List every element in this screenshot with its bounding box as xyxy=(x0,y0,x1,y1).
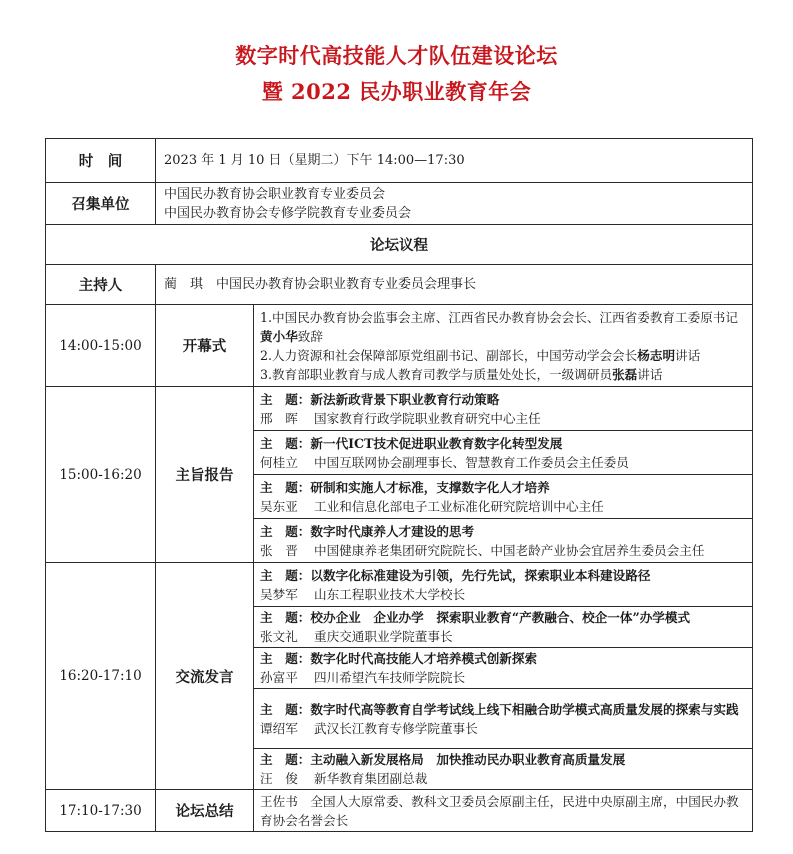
keynote-time: 15:00-16:20 xyxy=(46,387,156,563)
agenda-heading-row xyxy=(46,225,753,265)
talk-speaker: 邢 晖 国家教育行政学院职业教育研究中心主任 xyxy=(260,410,541,426)
time-value: 2023 年 1 月 10 日（星期二）下午 14:00—17:30 xyxy=(156,139,753,183)
talk-item xyxy=(254,607,753,648)
time-row xyxy=(46,139,753,183)
closing-text: 王佐书 全国人大原常委、教科文卫委员会原副主任，民进中央原副主席，中国民办教育协会名誉会长 xyxy=(254,790,753,832)
talk-speaker: 谭绍军 武汉长江教育专修学院董事长 xyxy=(260,720,478,736)
exchange-time: 16:20-17:10 xyxy=(46,563,156,790)
talk-topic: 主 题：以数字化标准建设为引领，先行先试，探索职业本科建设路径 xyxy=(260,567,651,583)
opening-time: 14:00-15:00 xyxy=(46,305,156,387)
keynote-row xyxy=(46,387,753,431)
talk-speaker: 汪 俊 新华教育集团副总裁 xyxy=(260,771,428,786)
talk-speaker: 吴梦军 山东工程职业技术大学校长 xyxy=(260,586,466,602)
speaker-name: 张磊 xyxy=(612,366,638,382)
closing-time: 17:10-17:30 xyxy=(46,790,156,832)
talk-item xyxy=(254,431,753,475)
talk-speaker: 何桂立 中国互联网协会副理事长、智慧教育工作委员会主任委员 xyxy=(260,454,629,470)
opening-label: 开幕式 xyxy=(156,305,254,387)
closing-label: 论坛总结 xyxy=(156,790,254,832)
organizer-row xyxy=(46,183,753,225)
talk-topic: 主 题：研制和实施人才标准，支撑数字化人才培养 xyxy=(260,479,550,495)
talk-speaker: 孙富平 四川希望汽车技师学院院长 xyxy=(260,670,466,685)
exchange-row xyxy=(46,563,753,607)
host-value: 蔺 琪 中国民办教育协会职业教育专业委员会理事长 xyxy=(156,265,753,305)
talk-topic: 主 题：数字时代高等教育自学考试线上线下相融合助学模式高质量发展的探索与实践 xyxy=(260,701,739,717)
talk-item xyxy=(254,387,753,431)
keynote-label: 主旨报告 xyxy=(156,387,254,563)
host-row xyxy=(46,265,753,305)
organizer-line: 中国民办教育协会专修学院教育专业委员会 xyxy=(164,205,412,221)
talk-speaker: 吴东亚 工业和信息化部电子工业标准化研究院培训中心主任 xyxy=(260,498,604,514)
talk-item xyxy=(254,689,753,749)
page-title: 数字时代高技能人才队伍建设论坛 xyxy=(235,43,558,68)
closing-row xyxy=(46,790,753,832)
speaker-name: 杨志明 xyxy=(637,347,676,363)
talk-topic: 主 题：新一代ICT技术促进职业教育数字化转型发展 xyxy=(260,435,563,451)
talk-speaker: 张文礼 重庆交通职业学院董事长 xyxy=(260,629,453,644)
talk-topic: 主 题：数字时代康养人才建设的思考 xyxy=(260,523,475,539)
host-label: 主持人 xyxy=(46,265,156,305)
talk-topic: 主 题：数字化时代高技能人才培养模式创新探索 xyxy=(260,651,538,666)
opening-item: 3.教育部职业教育与成人教育司教学与质量处处长，一级调研员张磊讲话 xyxy=(260,366,663,382)
organizer-line: 中国民办教育协会职业教育专业委员会 xyxy=(164,186,386,202)
talk-speaker: 张 晋 中国健康养老集团研究院院长、中国老龄产业协会宜居养生委员会主任 xyxy=(260,542,705,558)
talk-topic: 主 题：新法新政背景下职业教育行动策略 xyxy=(260,391,500,407)
agenda-table xyxy=(45,138,753,832)
talk-item xyxy=(254,648,753,689)
opening-item: 1.中国民办教育协会监事会主席、江西省民办教育协会会长、江西省委教育工委原书记黄小华致辞 xyxy=(260,309,738,344)
talk-item xyxy=(254,519,753,563)
time-label: 时 间 xyxy=(46,139,156,183)
organizer-value xyxy=(156,183,753,225)
opening-items xyxy=(254,305,753,387)
opening-item: 2.人力资源和社会保障部原党组副书记、副部长，中国劳动学会会长杨志明讲话 xyxy=(260,347,701,363)
exchange-label: 交流发言 xyxy=(156,563,254,790)
talk-topic: 主 题：校办企业 企业办学 探索职业教育“产教融合、校企一体”办学模式 xyxy=(260,610,691,625)
page-subtitle: 暨 2022 民办职业教育年会 xyxy=(261,79,532,104)
opening-row xyxy=(46,305,753,387)
speaker-name: 黄小华 xyxy=(260,328,298,344)
talk-item xyxy=(254,563,753,607)
organizer-label: 召集单位 xyxy=(46,183,156,225)
talk-topic: 主 题：主动融入新发展格局 加快推动民办职业教育高质量发展 xyxy=(260,752,626,767)
talk-item xyxy=(254,475,753,519)
agenda-heading: 论坛议程 xyxy=(46,225,753,265)
talk-item xyxy=(254,749,753,790)
